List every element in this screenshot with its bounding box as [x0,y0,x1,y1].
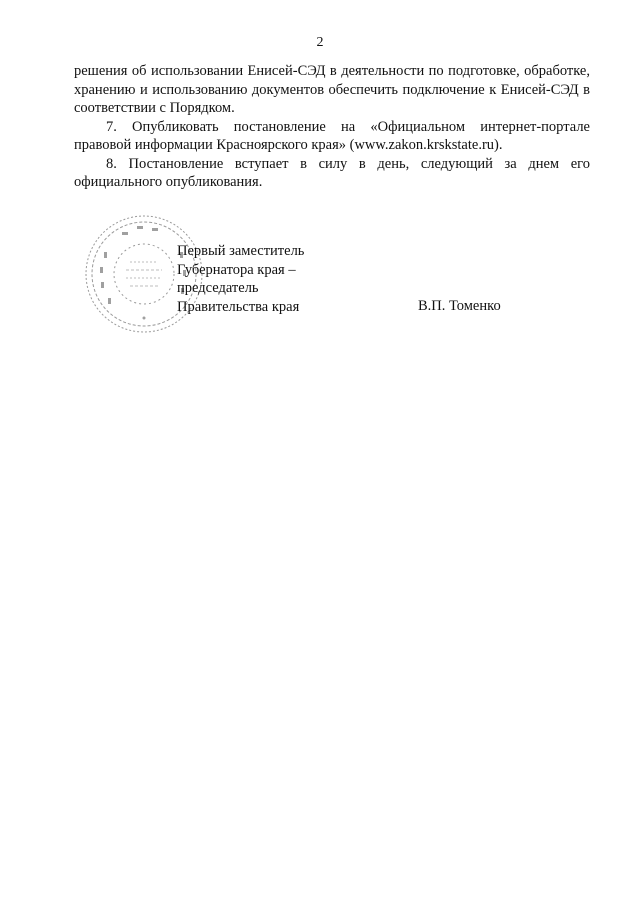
paragraph-item-7: 7. Опубликовать постановление на «Официальном интернет-портале правовой информации Красноярского края» (www.zakon.krskstate.ru). [74,118,590,153]
paragraph-continuation: решения об использовании Енисей-СЭД в деятельности по подготовке, обработке, хранению и использованию документов обеспечить подключение к Енисей-СЭД в соответствии с Порядком. [74,63,590,116]
document-body [74,62,590,192]
position-line-1: Первый заместитель [177,243,305,259]
page-number: 2 [316,35,324,50]
signatory-position [177,242,304,316]
signatory-name: В.П. Томенко [418,298,501,314]
position-line-2: Губернатора края – [177,261,296,278]
paragraph-item-8: 8. Постановление вступает в силу в день, следующий за днем его официального опубликования. [74,155,590,190]
position-line-3: председатель [177,280,259,296]
position-line-4: Правительства края [177,298,300,315]
